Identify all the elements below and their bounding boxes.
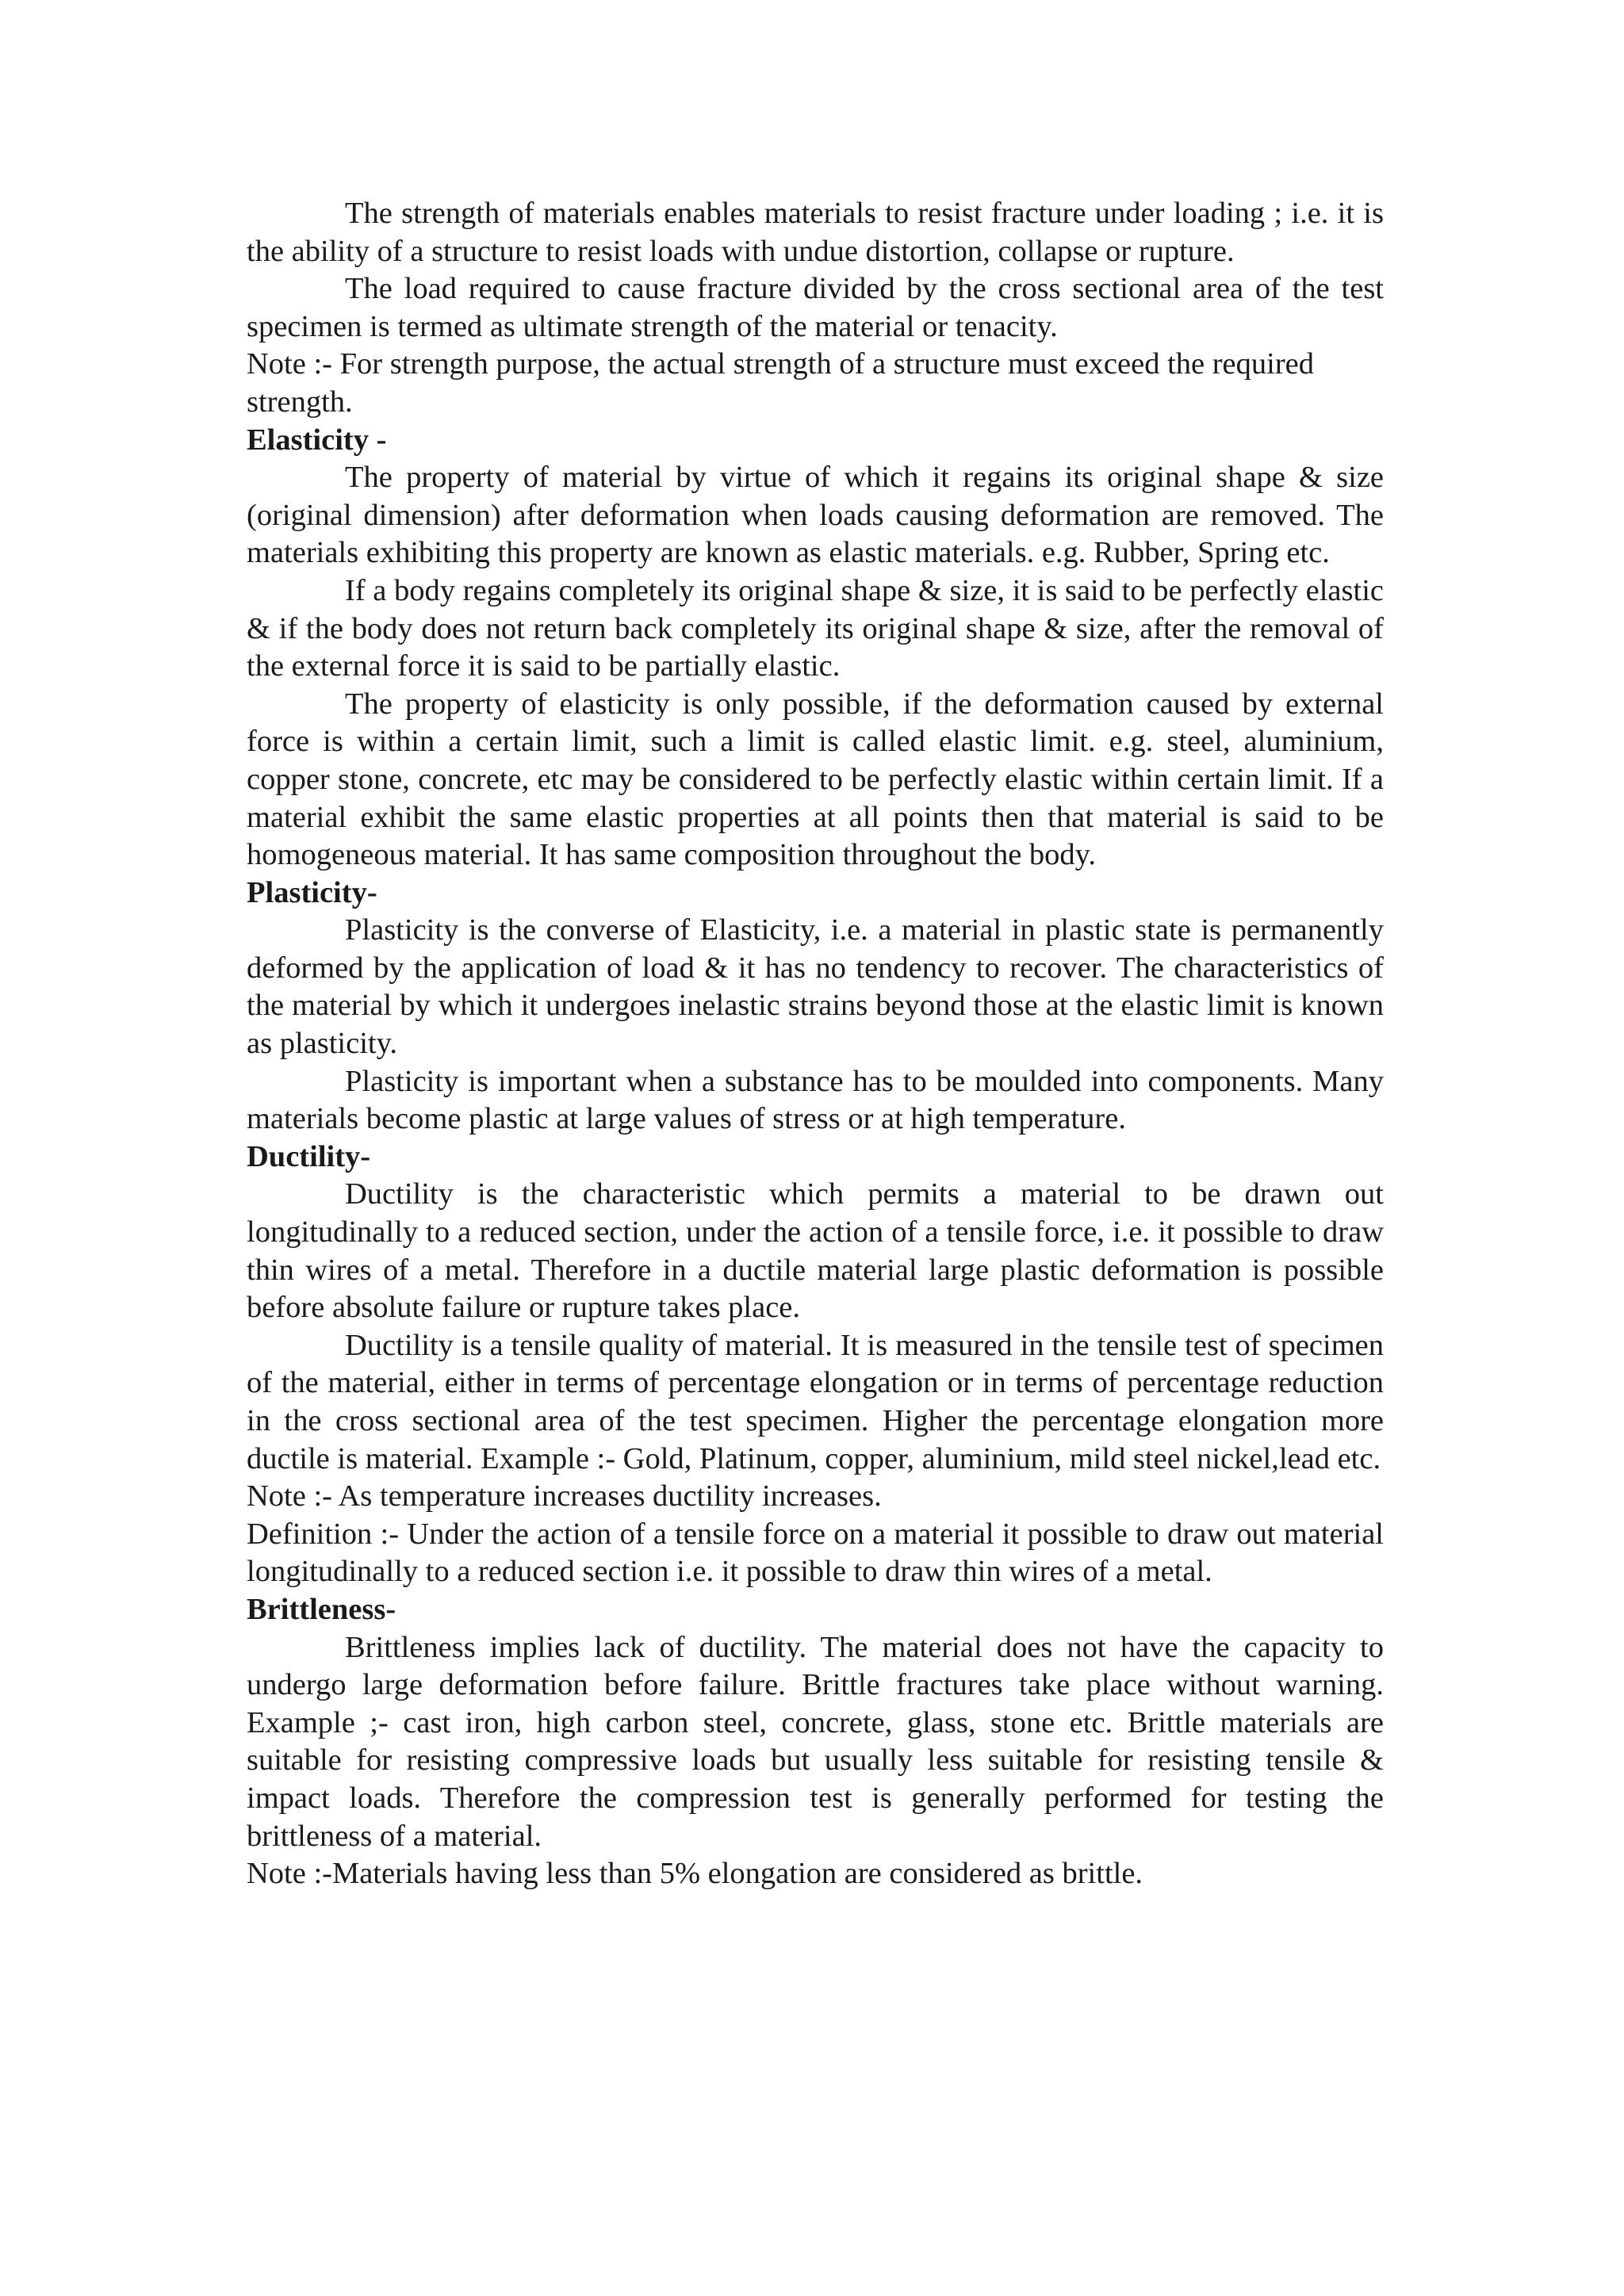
ductility-paragraph-1: Ductility is the characteristic which permits a material to be drawn out longitudinally to a reduced section, under the action of a tensile force, i.e. it possible to draw thin wires of a metal. Therefore in a ductile material large plastic deformation is possible before absolute failure or rupture takes place. [247, 1177, 1384, 1325]
elasticity-paragraph-3: The property of elasticity is only possible, if the deformation caused by external force is within a certain limit, such a limit is called elastic limit. e.g. steel, aluminium, copper stone, concrete, etc may be considered to be perfectly elastic within certain limit. If a material exhibit the same elastic properties at all points then that material is said to be homogeneous material. It has same composition throughout the body. [247, 687, 1384, 872]
elasticity-paragraph-2: If a body regains completely its original shape & size, it is said to be perfectly elastic & if the body does not return back completely its original shape & size, after the removal of the external force it is said to be partially elastic. [247, 573, 1384, 683]
ductility-heading: Ductility- [247, 1139, 371, 1173]
ductility-note: Note :- As temperature increases ductility increases. [247, 1479, 882, 1513]
plasticity-heading: Plasticity- [247, 875, 377, 909]
elasticity-heading: Elasticity - [247, 423, 387, 457]
brittleness-paragraph-1: Brittleness implies lack of ductility. The material does not have the capacity to undergo large deformation before failure. Brittle fractures take place without warning. Example ;- cast iron, high carbon steel, concrete, glass, stone etc. Brittle materials are suitable for resisting compressive loads but usually less suitable for resisting tensile & impact loads. Therefore the compression test is generally performed for testing the brittleness of a material. [247, 1630, 1384, 1853]
strength-paragraph-2: The load required to cause fracture divided by the cross sectional area of the test specimen is termed as ultimate strength of the material or tenacity. [247, 272, 1384, 343]
plasticity-paragraph-2: Plasticity is important when a substance has to be moulded into components. Many materials become plastic at large values of stress or at high temperature. [247, 1064, 1384, 1136]
document-page [247, 195, 1384, 1893]
ductility-paragraph-2: Ductility is a tensile quality of material. It is measured in the tensile test of specimen of the material, either in terms of percentage elongation or in terms of percentage reduction in the cross sectional area of the test specimen. Higher the percentage elongation more ductile is material. Example :- Gold, Platinum, copper, aluminium, mild steel nickel,lead etc. [247, 1328, 1384, 1475]
plasticity-paragraph-1: Plasticity is the converse of Elasticity, i.e. a material in plastic state is permanently deformed by the application of load & it has no tendency to recover. The characteristics of the material by which it undergoes inelastic strains beyond those at the elastic limit is known as plasticity. [247, 913, 1384, 1061]
elasticity-paragraph-1: The property of material by virtue of which it regains its original shape & size (original dimension) after deformation when loads causing deformation are removed. The materials exhibiting this property are known as elastic materials. e.g. Rubber, Spring etc. [247, 461, 1384, 570]
ductility-definition: Definition :- Under the action of a tensile force on a material it possible to draw out material longitudinally to a reduced section i.e. it possible to draw thin wires of a metal. [247, 1517, 1384, 1589]
strength-paragraph-1: The strength of materials enables materials to resist fracture under loading ; i.e. it is the ability of a structure to resist loads with undue distortion, collapse or rupture. [247, 197, 1384, 268]
brittleness-heading: Brittleness- [247, 1592, 396, 1626]
brittleness-note: Note :-Materials having less than 5% elongation are considered as brittle. [247, 1857, 1143, 1891]
strength-note: Note :- For strength purpose, the actual strength of a structure must exceed the required strength. [247, 347, 1314, 419]
